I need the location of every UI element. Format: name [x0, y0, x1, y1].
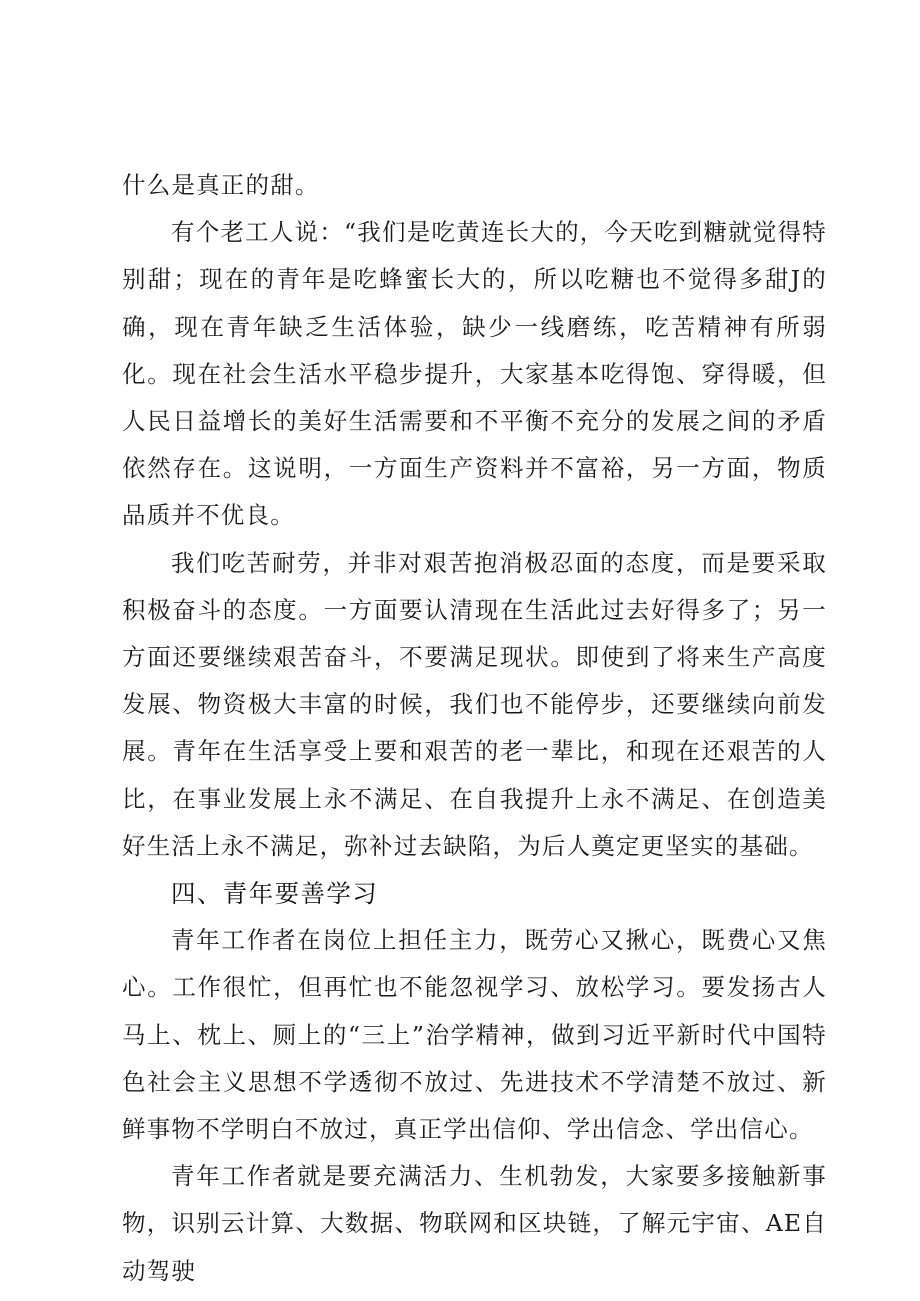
paragraph-study: 青年工作者在岗位上担任主力，既劳心又揪心，既费心又焦心。工作很忙，但再忙也不能忽视学习、放松学习。要发扬古人马上、枕上、厕上的“三上”治学精神，做到习近平新时代中国特色社会主义思想不学透彻不放过、先进技术不学清楚不放过、新鲜事物不学明白不放过，真正学出信仰、学出信念、学出信心。: [122, 926, 827, 1144]
document-body: [122, 162, 827, 1295]
section-heading-learning: 四、青年要善学习: [171, 879, 379, 909]
paragraph-new-things: 青年工作者就是要充满活力、生机勃发，大家要多接触新事物，识别云计算、大数据、物联网和区块链，了解元宇宙、AE自动驾驶: [122, 1162, 827, 1285]
paragraph-hard-work: 我们吃苦耐劳，并非对艰苦抱消极忍面的态度，而是要采取积极奋斗的态度。一方面要认清现在生活此过去好得多了；另一方面还要继续艰苦奋斗，不要满足现状。即使到了将来生产高度发展、物资极大丰富的时候，我们也不能停步，还要继续向前发展。青年在生活享受上要和艰苦的老一辈比，和现在还艰苦的人比，在事业发展上永不满足、在自我提升上永不满足、在创造美好生活上永不满足，弥补过去缺陷，为后人奠定更坚实的基础。: [122, 548, 827, 860]
paragraph-continuation: 什么是真正的甜。: [122, 171, 320, 199]
paragraph-old-worker: 有个老工人说：“我们是吃黄连长大的，今天吃到糖就觉得特别甜；现在的青年是吃蜂蜜长大的，所以吃糖也不觉得多甜J的确，现在青年缺乏生活体验，缺少一线磨练，吃苦精神有所弱化。现在社会生活水平稳步提升，大家基本吃得饱、穿得暖，但人民日益增长的美好生活需要和不平衡不充分的发展之间的矛盾依然存在。这说明，一方面生产资料并不富裕，另一方面，物质品质并不优良。: [122, 218, 827, 530]
